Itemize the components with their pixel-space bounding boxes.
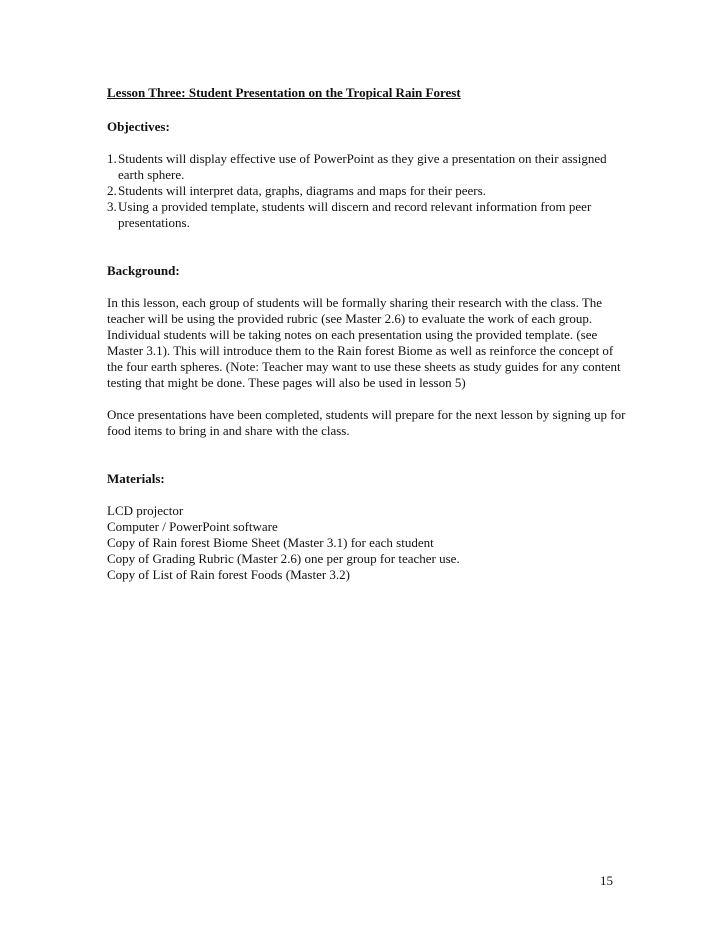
- objective-text: Students will interpret data, graphs, diagrams and maps for their peers.: [118, 183, 486, 198]
- material-item: LCD projector: [107, 503, 184, 518]
- lesson-title: Lesson Three: Student Presentation on the Tropical Rain Forest: [107, 85, 461, 100]
- objectives-list: [107, 151, 627, 231]
- document-body: [107, 85, 627, 583]
- page-number: 15: [600, 873, 613, 888]
- objective-number: 3.: [107, 199, 117, 214]
- background-paragraph: Once presentations have been completed, students will prepare for the next lesson by signing up for food items to bring in and share with the class.: [107, 407, 626, 438]
- objective-text: Students will display effective use of PowerPoint as they give a presentation on their assigned earth sphere.: [118, 151, 607, 182]
- material-item: Copy of List of Rain forest Foods (Master 3.2): [107, 567, 351, 582]
- objective-number: 2.: [107, 183, 117, 198]
- background-paragraph: In this lesson, each group of students will be formally sharing their research with the class. The teacher will be using the provided rubric (see Master 2.6) to evaluate the work of each group. Individual students will be taking notes on each presentation using the provided template. (see Master 3.1). This will introduce them to the Rain forest Biome as well as reinforce the concept of the four earth spheres. (Note: Teacher may want to use these sheets as study guides for any content testing that might be done. These pages will also be used in lesson 5): [107, 295, 621, 390]
- objective-number: 1.: [107, 151, 117, 166]
- objective-item: [107, 183, 627, 199]
- background-heading: Background:: [107, 263, 180, 278]
- objective-item: [107, 151, 627, 183]
- material-item: Computer / PowerPoint software: [107, 519, 278, 534]
- material-item: Copy of Grading Rubric (Master 2.6) one per group for teacher use.: [107, 551, 460, 566]
- material-item: Copy of Rain forest Biome Sheet (Master 3.1) for each student: [107, 535, 434, 550]
- materials-list: [107, 503, 627, 583]
- objective-item: [107, 199, 627, 231]
- objectives-heading: Objectives:: [107, 119, 170, 134]
- materials-heading: Materials:: [107, 471, 165, 486]
- objective-text: Using a provided template, students will discern and record relevant information from peer presentations.: [118, 199, 592, 230]
